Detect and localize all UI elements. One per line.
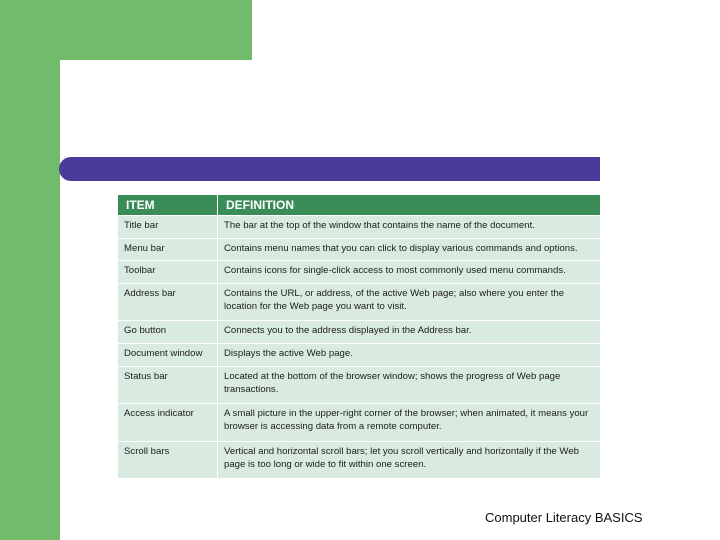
table-row bbox=[118, 238, 601, 261]
definition-cell: Connects you to the address displayed in the Address bar. bbox=[218, 321, 601, 344]
content-corner bbox=[60, 60, 140, 140]
column-header-definition: DEFINITION bbox=[218, 195, 601, 216]
slide-top-accent bbox=[0, 0, 252, 60]
item-cell: Scroll bars bbox=[118, 441, 218, 478]
item-cell: Access indicator bbox=[118, 404, 218, 441]
table-row bbox=[118, 321, 601, 344]
item-cell: Document window bbox=[118, 344, 218, 367]
table-row bbox=[118, 366, 601, 403]
item-cell: Address bar bbox=[118, 284, 218, 321]
definition-cell: Displays the active Web page. bbox=[218, 344, 601, 367]
table-row bbox=[118, 261, 601, 284]
definition-cell: Contains icons for single-click access to most commonly used menu commands. bbox=[218, 261, 601, 284]
item-cell: Menu bar bbox=[118, 238, 218, 261]
table-row bbox=[118, 284, 601, 321]
definition-cell: Vertical and horizontal scroll bars; let you scroll vertically and horizontally if the Web page is too long or wide to fit within one screen. bbox=[218, 441, 601, 478]
table-header-row bbox=[118, 195, 601, 216]
item-cell: Status bar bbox=[118, 366, 218, 403]
table-row bbox=[118, 344, 601, 367]
footer-text: Computer Literacy BASICS bbox=[485, 510, 643, 525]
definition-cell: Located at the bottom of the browser window; shows the progress of Web page transactions. bbox=[218, 366, 601, 403]
title-band bbox=[59, 157, 600, 181]
definition-cell: Contains the URL, or address, of the active Web page; also where you enter the location for the Web page you want to visit. bbox=[218, 284, 601, 321]
table-row bbox=[118, 216, 601, 239]
definitions-table bbox=[117, 194, 601, 479]
slide-left-accent bbox=[0, 0, 60, 540]
definition-cell: Contains menu names that you can click to display various commands and options. bbox=[218, 238, 601, 261]
definition-cell: A small picture in the upper-right corner of the browser; when animated, it means your browser is accessing data from a remote computer. bbox=[218, 404, 601, 441]
item-cell: Title bar bbox=[118, 216, 218, 239]
item-cell: Toolbar bbox=[118, 261, 218, 284]
table-row bbox=[118, 404, 601, 441]
table-row bbox=[118, 441, 601, 478]
item-cell: Go button bbox=[118, 321, 218, 344]
definition-cell: The bar at the top of the window that contains the name of the document. bbox=[218, 216, 601, 239]
column-header-item: ITEM bbox=[118, 195, 218, 216]
